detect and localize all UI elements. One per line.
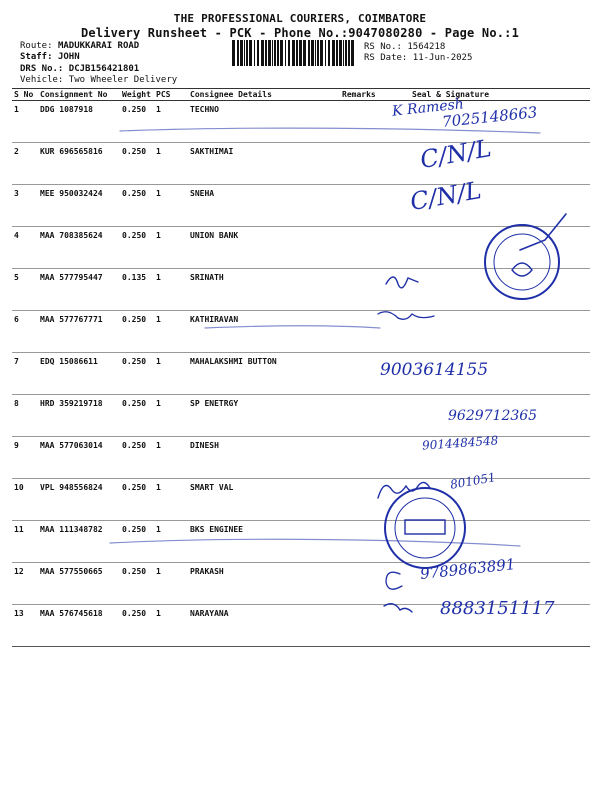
cell-consignment-no: MEE 950032424 [38,185,120,227]
cell-consignee: PRAKASH [188,563,340,605]
cell-sno: 4 [12,227,38,269]
barcode-bar [274,40,276,66]
cell-remarks [340,437,390,479]
col-header-consignee: Consignee Details [188,89,340,101]
cell-sno: 1 [12,101,38,143]
barcode-bar [308,40,310,66]
col-header-remarks: Remarks [340,89,390,101]
cell-consignee: KATHIRAVAN [188,311,340,353]
cell-consignment-no: DDG 1087918 [38,101,120,143]
table-row [12,353,590,395]
cell-consignment-no: MAA 708385624 [38,227,120,269]
cell-remarks [340,605,390,647]
barcode-bar [328,40,330,66]
barcode-bar [311,40,314,66]
cell-sno: 8 [12,395,38,437]
cell-consignee: SRINATH [188,269,340,311]
barcode-bar [240,40,243,66]
table-row [12,311,590,353]
cell-signature [390,311,590,353]
runsheet-subtitle: Delivery Runsheet - PCK - Phone No.:9047080280 - Page No.:1 [80,26,520,40]
cell-remarks [340,143,390,185]
cell-consignment-no: EDQ 15086611 [38,353,120,395]
route-value: MADUKKARAI ROAD [57,41,140,51]
table-row [12,227,590,269]
cell-consignment-no: MAA 577767771 [38,311,120,353]
cell-weight: 0.250 [120,185,154,227]
col-header-signature: Seal & Signature [390,89,590,101]
signature-row-1: K Ramesh [391,96,465,120]
cell-remarks [340,185,390,227]
cell-pcs: 1 [154,395,188,437]
cell-consignee: SNEHA [188,185,340,227]
cell-pcs: 1 [154,521,188,563]
cell-consignment-no: MAA 576745618 [38,605,120,647]
cell-pcs: 1 [154,143,188,185]
cell-consignment-no: HRD 359219718 [38,395,120,437]
barcode-bar [288,40,290,66]
cell-remarks [340,395,390,437]
cell-consignee: NARAYANA [188,605,340,647]
vehicle-line: Vehicle: Two Wheeler Delivery [20,75,178,85]
cell-signature [390,521,590,563]
cell-pcs: 1 [154,479,188,521]
barcode-bar [285,40,286,66]
phone-row-12: 9789863891 [419,555,517,583]
barcode-bar [280,40,283,66]
barcode-bar [249,40,252,66]
barcode-bar [299,40,302,66]
cell-sno: 11 [12,521,38,563]
cell-consignee: BKS ENGINEE [188,521,340,563]
cell-consignee: UNION BANK [188,227,340,269]
cell-weight: 0.250 [120,563,154,605]
cell-sno: 9 [12,437,38,479]
cell-consignment-no: KUR 696565816 [38,143,120,185]
drs-line: DRS No.: DCJB156421801 [20,64,140,74]
cell-consignee: SAKTHIMAI [188,143,340,185]
barcode-bar [348,40,350,66]
company-title: THE PROFESSIONAL COURIERS, COIMBATORE [173,12,427,25]
barcode-bar [257,40,259,66]
cell-weight: 0.250 [120,101,154,143]
table-row [12,269,590,311]
table-row [12,185,590,227]
barcode-bar [317,40,319,66]
cell-sno: 7 [12,353,38,395]
barcode-bar [296,40,298,66]
cell-pcs: 1 [154,353,188,395]
cell-pcs: 1 [154,437,188,479]
cell-pcs: 1 [154,605,188,647]
barcode-bar [244,40,245,66]
barcode-bar [268,40,271,66]
staff-value: JOHN [57,52,80,62]
barcode-bar [343,40,344,66]
barcode-bar [277,40,279,66]
cell-weight: 0.250 [120,479,154,521]
table-row [12,479,590,521]
cell-consignee: SMART VAL [188,479,340,521]
cell-weight: 0.250 [120,437,154,479]
phone-row-8: 9629712365 [448,408,538,424]
cell-weight: 0.250 [120,395,154,437]
cell-pcs: 1 [154,227,188,269]
cell-consignment-no: MAA 577550665 [38,563,120,605]
cell-signature [390,269,590,311]
cell-weight: 0.250 [120,353,154,395]
col-header-consignment: Consignment No [38,89,120,101]
cell-weight: 0.250 [120,227,154,269]
cell-remarks [340,521,390,563]
barcode-bar [272,40,273,66]
cell-remarks [340,563,390,605]
cell-weight: 0.250 [120,311,154,353]
barcode-bar [265,40,267,66]
barcode [232,40,358,66]
rs-date-line: RS Date: 11-Jun-2025 [364,53,473,63]
table-row [12,143,590,185]
cell-pcs: 1 [154,185,188,227]
barcode-bar [351,40,354,66]
cell-sno: 10 [12,479,38,521]
phone-row-10: 801051 [449,470,497,492]
cell-consignee: TECHNO [188,101,340,143]
cell-sno: 12 [12,563,38,605]
cell-weight: 0.250 [120,605,154,647]
phone-row-9: 9014484548 [421,433,499,453]
col-header-weight: Weight [120,89,154,101]
barcode-bar [325,40,326,66]
rs-no-line: RS No.: 1564218 [364,42,446,52]
col-header-pcs: PCS [154,89,188,101]
rs-no-value: 1564218 [407,42,446,52]
route-line: Route: MADUKKARAI ROAD [20,41,140,51]
cell-pcs: 1 [154,269,188,311]
phone-row-7: 9003614155 [380,360,489,380]
barcode-bar [292,40,295,66]
barcode-bar [345,40,347,66]
barcode-bar [237,40,239,66]
staff-line: Staff: JOHN [20,52,80,62]
rs-date-value: 11-Jun-2025 [412,53,473,63]
barcode-bar [246,40,248,66]
barcode-bar [232,40,235,66]
barcode-bar [339,40,342,66]
cell-sno: 6 [12,311,38,353]
table-row [12,437,590,479]
cell-remarks [340,227,390,269]
cell-consignment-no: MAA 111348782 [38,521,120,563]
cell-remarks [340,101,390,143]
cell-pcs: 1 [154,563,188,605]
barcode-bar [336,40,338,66]
cell-sno: 2 [12,143,38,185]
phone-row-1: 7025148663 [441,103,539,131]
cell-weight: 0.250 [120,143,154,185]
barcode-bar [320,40,323,66]
cell-remarks [340,479,390,521]
barcode-bar [332,40,335,66]
cell-pcs: 1 [154,101,188,143]
cell-consignee: SP ENETRGY [188,395,340,437]
vehicle-value: Two Wheeler Delivery [68,75,178,85]
barcode-bar [254,40,255,66]
drs-value: DCJB156421801 [68,64,140,74]
cell-sno: 3 [12,185,38,227]
cell-remarks [340,311,390,353]
cell-consignment-no: VPL 948556824 [38,479,120,521]
cell-consignment-no: MAA 577795447 [38,269,120,311]
phone-row-13: 8883151117 [440,598,555,619]
col-header-sno: S No [12,89,38,101]
cell-sno: 5 [12,269,38,311]
cell-pcs: 1 [154,311,188,353]
table-header-row [12,89,590,101]
cell-consignee: DINESH [188,437,340,479]
barcode-bar [315,40,316,66]
cell-consignment-no: MAA 577063014 [38,437,120,479]
cell-weight: 0.250 [120,521,154,563]
barcode-bar [303,40,306,66]
cell-remarks [340,269,390,311]
signature-row-2: C/N/L [418,134,494,174]
cell-consignee: MAHALAKSHMI BUTTON [188,353,340,395]
barcode-bar [261,40,264,66]
cell-weight: 0.135 [120,269,154,311]
cell-signature [390,227,590,269]
cell-sno: 13 [12,605,38,647]
signature-row-3: C/N/L [408,176,484,216]
